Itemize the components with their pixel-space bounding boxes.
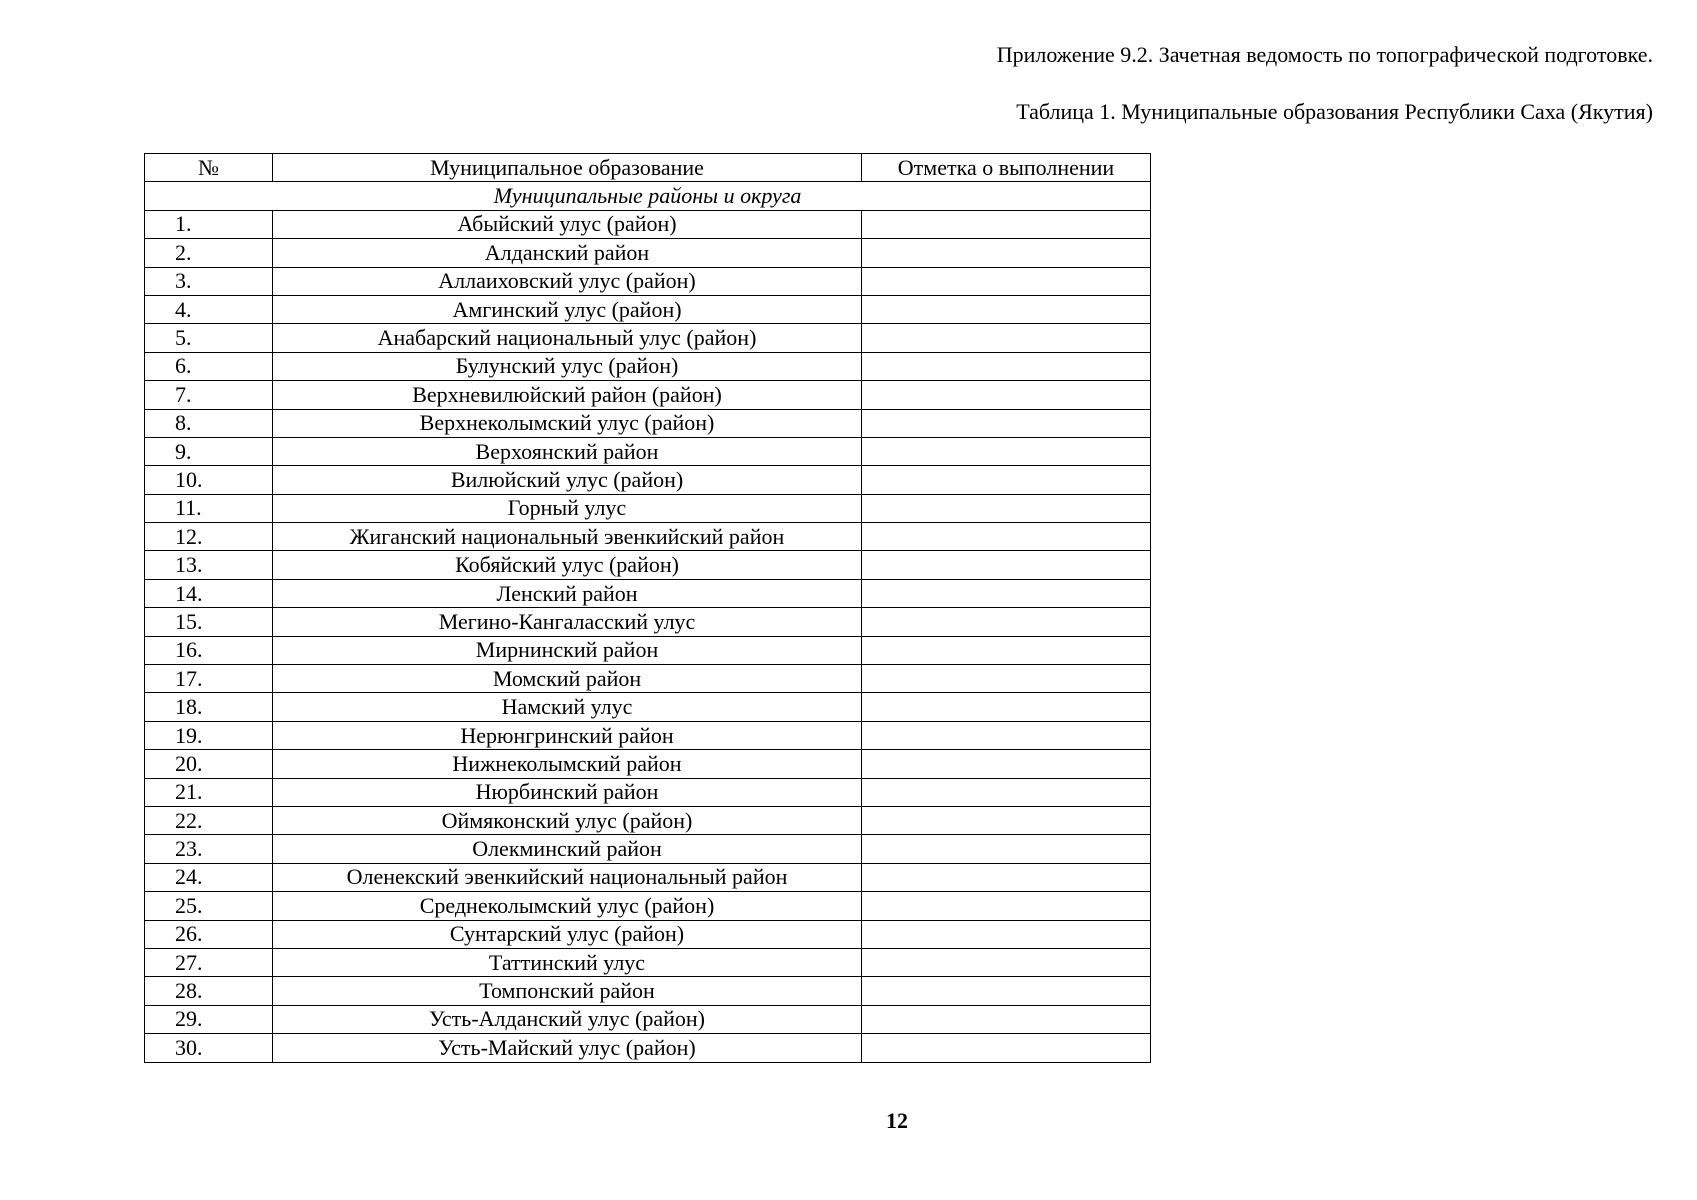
table-row <box>145 466 1151 494</box>
row-number: 8. <box>145 409 273 437</box>
municipality-name: Мирнинский район <box>273 636 862 664</box>
municipality-name: Таттинский улус <box>273 948 862 976</box>
table-row <box>145 778 1151 806</box>
completion-mark-cell[interactable] <box>862 551 1151 579</box>
table-row <box>145 806 1151 834</box>
table-header-row <box>145 154 1151 182</box>
row-number: 25. <box>145 892 273 920</box>
municipality-name: Вилюйский улус (район) <box>273 466 862 494</box>
row-number: 2. <box>145 239 273 267</box>
completion-mark-cell[interactable] <box>862 466 1151 494</box>
table-row <box>145 551 1151 579</box>
section-row <box>145 182 1151 210</box>
municipality-name: Нижнеколымский район <box>273 750 862 778</box>
completion-mark-cell[interactable] <box>862 693 1151 721</box>
row-number: 30. <box>145 1034 273 1062</box>
column-header-number: № <box>145 154 273 182</box>
table-row <box>145 835 1151 863</box>
table-row <box>145 523 1151 551</box>
table-row <box>145 750 1151 778</box>
completion-mark-cell[interactable] <box>862 239 1151 267</box>
row-number: 21. <box>145 778 273 806</box>
completion-mark-cell[interactable] <box>862 920 1151 948</box>
table-row <box>145 352 1151 380</box>
row-number: 24. <box>145 863 273 891</box>
table-row <box>145 948 1151 976</box>
municipality-name: Нюрбинский район <box>273 778 862 806</box>
municipality-name: Анабарский национальный улус (район) <box>273 324 862 352</box>
completion-mark-cell[interactable] <box>862 750 1151 778</box>
completion-mark-cell[interactable] <box>862 778 1151 806</box>
municipality-name: Усть-Алданский улус (район) <box>273 1005 862 1033</box>
table-row <box>145 409 1151 437</box>
completion-mark-cell[interactable] <box>862 948 1151 976</box>
row-number: 22. <box>145 806 273 834</box>
row-number: 7. <box>145 381 273 409</box>
completion-mark-cell[interactable] <box>862 352 1151 380</box>
row-number: 19. <box>145 721 273 749</box>
municipality-name: Усть-Майский улус (район) <box>273 1034 862 1062</box>
completion-mark-cell[interactable] <box>862 665 1151 693</box>
completion-mark-cell[interactable] <box>862 892 1151 920</box>
row-number: 1. <box>145 210 273 238</box>
completion-mark-cell[interactable] <box>862 579 1151 607</box>
municipality-name: Горный улус <box>273 494 862 522</box>
completion-mark-cell[interactable] <box>862 324 1151 352</box>
completion-mark-cell[interactable] <box>862 608 1151 636</box>
table-row <box>145 1005 1151 1033</box>
municipality-name: Оймяконский улус (район) <box>273 806 862 834</box>
municipality-name: Аллаиховский улус (район) <box>273 267 862 295</box>
row-number: 18. <box>145 693 273 721</box>
row-number: 3. <box>145 267 273 295</box>
row-number: 10. <box>145 466 273 494</box>
row-number: 16. <box>145 636 273 664</box>
completion-mark-cell[interactable] <box>862 267 1151 295</box>
table-row <box>145 210 1151 238</box>
municipality-name: Ленский район <box>273 579 862 607</box>
row-number: 27. <box>145 948 273 976</box>
municipality-name: Сунтарский улус (район) <box>273 920 862 948</box>
table-row <box>145 494 1151 522</box>
table-row <box>145 665 1151 693</box>
row-number: 11. <box>145 494 273 522</box>
municipality-name: Момский район <box>273 665 862 693</box>
table-row <box>145 892 1151 920</box>
municipality-name: Томпонский район <box>273 977 862 1005</box>
completion-mark-cell[interactable] <box>862 210 1151 238</box>
row-number: 17. <box>145 665 273 693</box>
municipality-name: Нерюнгринский район <box>273 721 862 749</box>
municipality-name: Верхневилюйский район (район) <box>273 381 862 409</box>
row-number: 9. <box>145 437 273 465</box>
row-number: 6. <box>145 352 273 380</box>
page-number: 12 <box>886 1108 908 1133</box>
completion-mark-cell[interactable] <box>862 494 1151 522</box>
table-row <box>145 437 1151 465</box>
municipality-name: Верхоянский район <box>273 437 862 465</box>
table-row <box>145 863 1151 891</box>
table-row <box>145 267 1151 295</box>
municipality-name: Амгинский улус (район) <box>273 295 862 323</box>
municipality-name: Абыйский улус (район) <box>273 210 862 238</box>
municipality-name: Алданский район <box>273 239 862 267</box>
row-number: 15. <box>145 608 273 636</box>
table-row <box>145 920 1151 948</box>
row-number: 4. <box>145 295 273 323</box>
completion-mark-cell[interactable] <box>862 437 1151 465</box>
table-row <box>145 636 1151 664</box>
completion-mark-cell[interactable] <box>862 1034 1151 1062</box>
table-row <box>145 295 1151 323</box>
table-caption: Таблица 1. Муниципальные образования Республики Саха (Якутия) <box>1016 99 1653 124</box>
row-number: 26. <box>145 920 273 948</box>
column-header-municipality: Муниципальное образование <box>273 154 862 182</box>
table-row <box>145 693 1151 721</box>
completion-mark-cell[interactable] <box>862 863 1151 891</box>
row-number: 14. <box>145 579 273 607</box>
municipalities-table <box>144 153 1151 1063</box>
completion-mark-cell[interactable] <box>862 523 1151 551</box>
municipality-name: Булунский улус (район) <box>273 352 862 380</box>
column-header-completion-mark: Отметка о выполнении <box>862 154 1151 182</box>
completion-mark-cell[interactable] <box>862 295 1151 323</box>
section-title: Муниципальные районы и округа <box>145 182 1151 210</box>
municipality-name: Кобяйский улус (район) <box>273 551 862 579</box>
completion-mark-cell[interactable] <box>862 381 1151 409</box>
municipality-name: Жиганский национальный эвенкийский район <box>273 523 862 551</box>
completion-mark-cell[interactable] <box>862 835 1151 863</box>
table-row <box>145 324 1151 352</box>
table-row <box>145 579 1151 607</box>
municipality-name: Среднеколымский улус (район) <box>273 892 862 920</box>
completion-mark-cell[interactable] <box>862 977 1151 1005</box>
table-row <box>145 721 1151 749</box>
row-number: 28. <box>145 977 273 1005</box>
row-number: 12. <box>145 523 273 551</box>
municipality-name: Верхнеколымский улус (район) <box>273 409 862 437</box>
table-row <box>145 239 1151 267</box>
municipality-name: Олекминский район <box>273 835 862 863</box>
row-number: 20. <box>145 750 273 778</box>
table-row <box>145 1034 1151 1062</box>
table-row <box>145 381 1151 409</box>
completion-mark-cell[interactable] <box>862 721 1151 749</box>
completion-mark-cell[interactable] <box>862 409 1151 437</box>
municipality-name: Намский улус <box>273 693 862 721</box>
row-number: 5. <box>145 324 273 352</box>
appendix-title: Приложение 9.2. Зачетная ведомость по топографической подготовке. <box>996 42 1653 67</box>
completion-mark-cell[interactable] <box>862 806 1151 834</box>
municipality-name: Оленекский эвенкийский национальный район <box>273 863 862 891</box>
table-row <box>145 608 1151 636</box>
completion-mark-cell[interactable] <box>862 1005 1151 1033</box>
row-number: 13. <box>145 551 273 579</box>
municipality-name: Мегино-Кангаласский улус <box>273 608 862 636</box>
completion-mark-cell[interactable] <box>862 636 1151 664</box>
row-number: 23. <box>145 835 273 863</box>
row-number: 29. <box>145 1005 273 1033</box>
table-row <box>145 977 1151 1005</box>
